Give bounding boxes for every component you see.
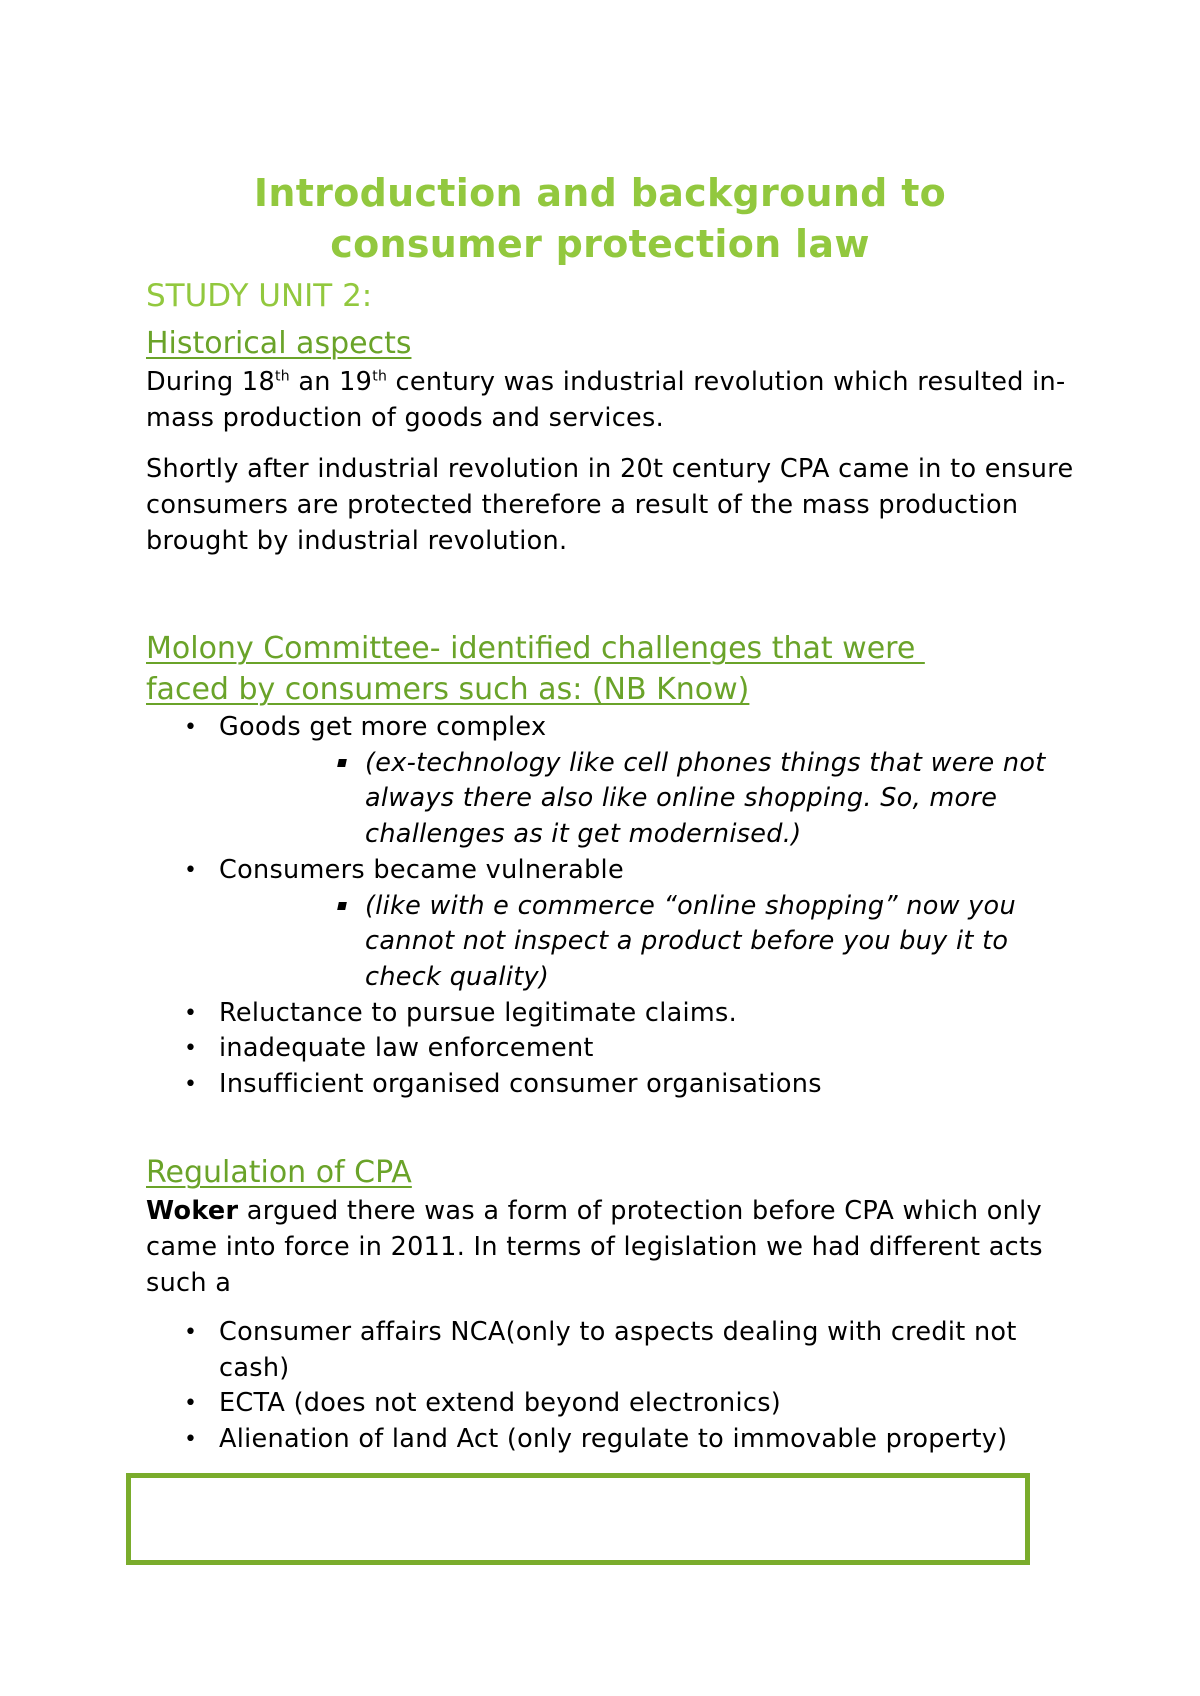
regulation-acts-list bbox=[146, 1315, 1076, 1458]
bullet-icon: • bbox=[184, 715, 198, 740]
bullet-icon: • bbox=[184, 1427, 198, 1453]
bullet-icon: • bbox=[184, 1391, 198, 1417]
historical-aspects-heading: Historical aspects bbox=[146, 326, 412, 361]
square-bullet-icon bbox=[337, 759, 347, 767]
title-line-1: Introduction and background to bbox=[253, 171, 947, 215]
list-item: • Consumer affairs NCA(only to aspects dealing with credit not cash) bbox=[184, 1317, 1017, 1383]
bullet-icon: • bbox=[184, 1000, 198, 1026]
historical-paragraph-2: Shortly after industrial revolution in 20t century CPA came in to ensure consumers are protected therefore a result of the mass production brought by industrial revolution. bbox=[146, 454, 1074, 556]
regulation-heading: Regulation of CPA bbox=[146, 1155, 412, 1190]
list-item: • Reluctance to pursue legitimate claims. bbox=[146, 996, 1076, 1032]
title-line-2: consumer protection law bbox=[330, 222, 870, 266]
study-unit-heading: STUDY UNIT 2: bbox=[146, 278, 373, 314]
list-item: • inadequate law enforcement bbox=[146, 1031, 1076, 1067]
document-title bbox=[110, 168, 1090, 270]
bullet-icon: • bbox=[184, 1072, 198, 1098]
list-item: • Goods get more complex bbox=[146, 710, 1076, 746]
empty-text-box bbox=[126, 1473, 1030, 1565]
list-subitem: (like with e commerce “online shopping” now you cannot not inspect a product before you buy it to check quality) bbox=[146, 889, 1076, 996]
bullet-icon: • bbox=[184, 1320, 198, 1345]
list-item: • Insufficient organised consumer organisations bbox=[146, 1067, 1076, 1103]
square-bullet-icon bbox=[337, 902, 347, 910]
bullet-icon: • bbox=[184, 1036, 198, 1062]
list-subitem: (ex-technology like cell phones things that were not always there also like online shopping. So, more challenges as it get modernised.) bbox=[146, 746, 1076, 853]
list-item: • Consumers became vulnerable bbox=[146, 853, 1076, 889]
regulation-paragraph: Woker argued there was a form of protection before CPA which only came into force in 2011. In terms of legislation we had different acts such a bbox=[146, 1196, 1043, 1298]
molony-committee-heading bbox=[146, 628, 925, 710]
bullet-icon: • bbox=[184, 857, 198, 883]
molony-challenges-list bbox=[146, 710, 1076, 1103]
author-name: Woker bbox=[146, 1196, 239, 1226]
molony-heading-line-1: Molony Committee- identified challenges that were bbox=[146, 631, 925, 666]
list-item: • Alienation of land Act (only regulate to immovable property) bbox=[146, 1422, 1076, 1458]
molony-heading-line-2: faced by consumers such as: (NB Know) bbox=[146, 672, 750, 707]
historical-paragraph-1: During 18th an 19th century was industrial revolution which resulted in- mass production of goods and services. bbox=[146, 367, 1066, 433]
list-item: • ECTA (does not extend beyond electronics) bbox=[146, 1386, 1076, 1422]
